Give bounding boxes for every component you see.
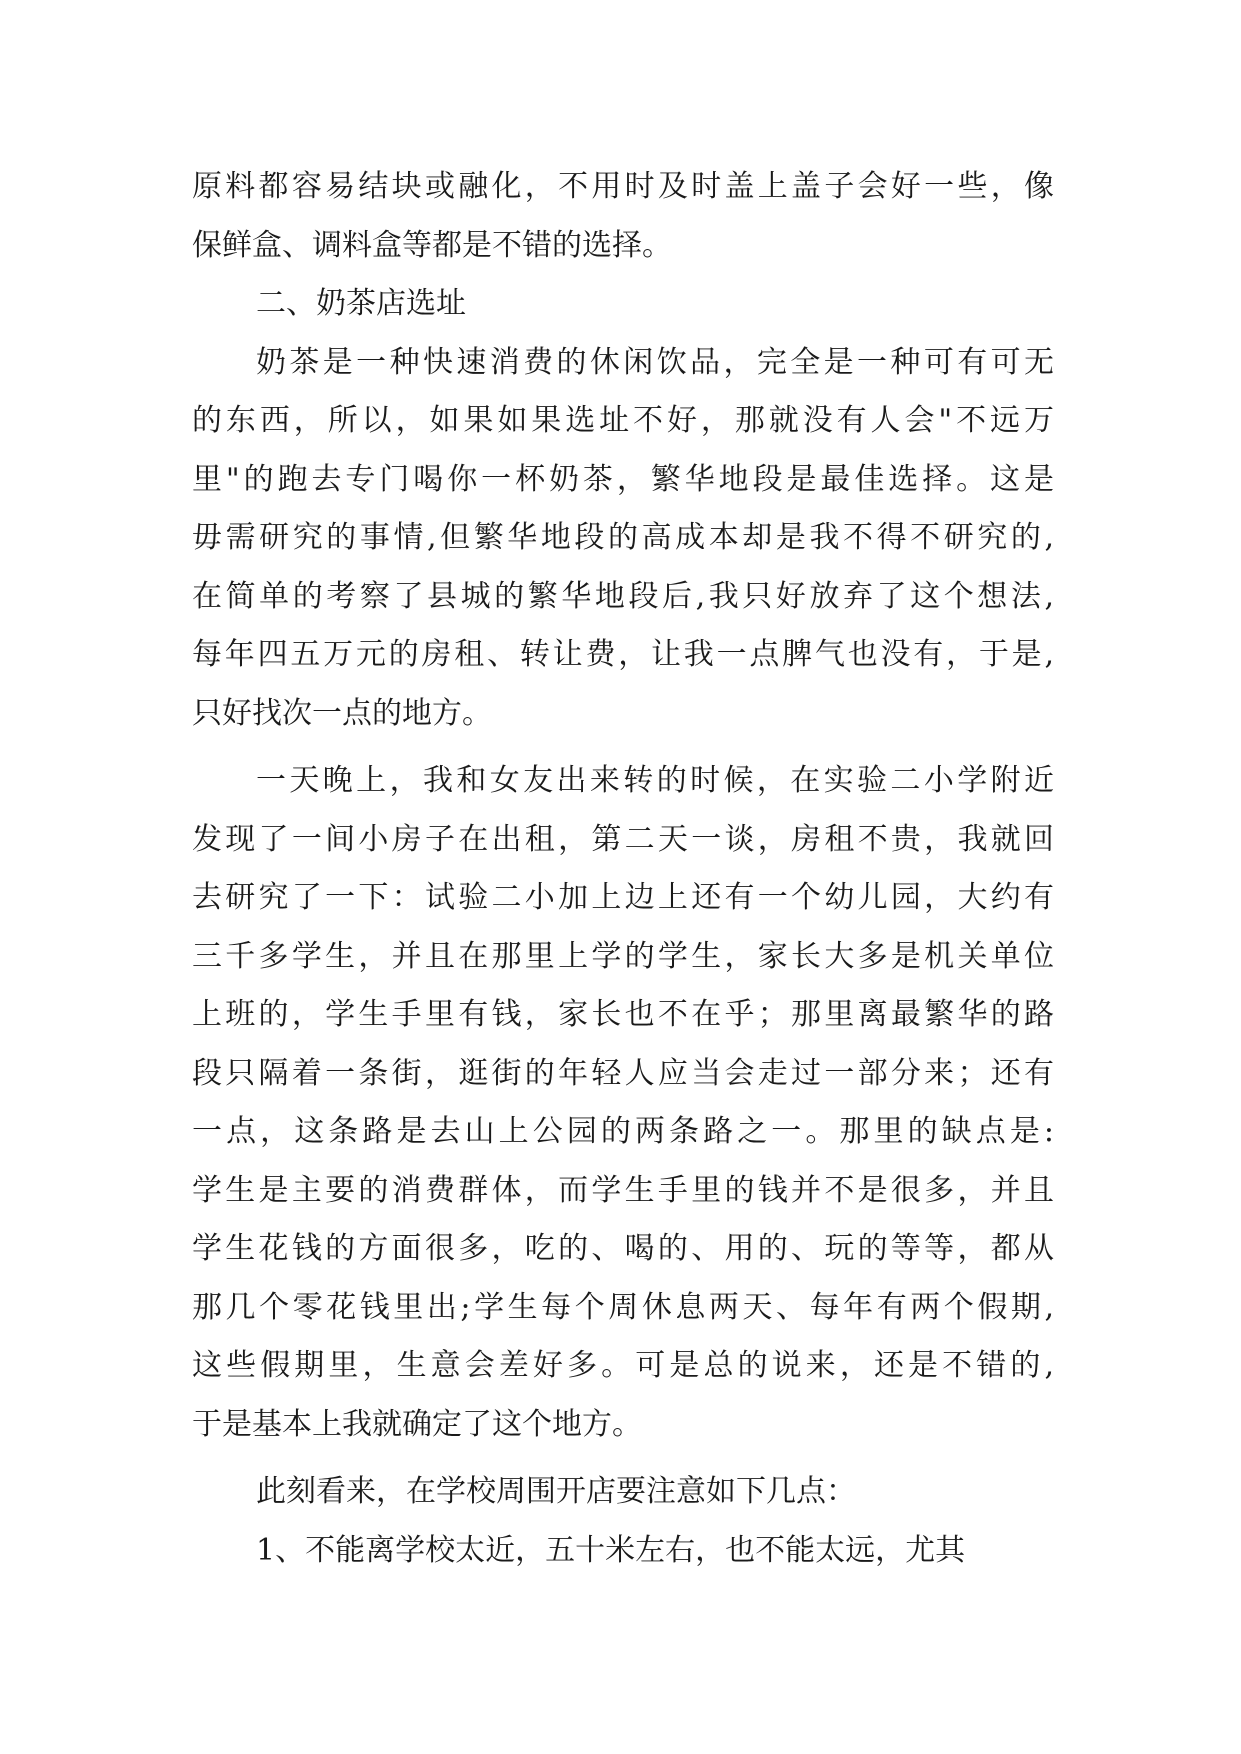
text-line: 去研究了一下：试验二小加上边上还有一个幼儿园，大约有	[192, 880, 1054, 915]
text-line: 每年四五万元的房租、转让费，让我一点脾气也没有，于是,	[192, 637, 1054, 672]
document-body	[192, 158, 1054, 1580]
text-line: 奶茶是一种快速消费的休闲饮品，完全是一种可有可无	[256, 344, 1054, 380]
paragraph-point-1	[192, 1522, 1054, 1581]
text-line: 一天晚上，我和女友出来转的时候，在实验二小学附近	[256, 763, 1054, 798]
text-line: 学生花钱的方面很多，吃的、喝的、用的、玩的等等，都从	[192, 1231, 1054, 1266]
text-line: 里"的跑去专门喝你一杯奶茶，繁华地段是最佳选择。这是	[192, 461, 1054, 497]
text-line: 那几个零花钱里出;学生每个周休息两天、每年有两个假期,	[192, 1289, 1054, 1325]
text-line: 段只隔着一条街，逛街的年轻人应当会走过一部分来；还有	[192, 1055, 1054, 1091]
text-line: 只好找次一点的地方。	[192, 695, 492, 731]
text-line: 发现了一间小房子在出租，第二天一谈，房租不贵，我就回	[192, 821, 1054, 857]
paragraph-section-heading	[192, 275, 1054, 334]
paragraph-gap	[192, 1454, 1054, 1463]
paragraph-notes-intro	[192, 1463, 1054, 1522]
text-line: 保鲜盒、调料盒等都是不错的选择。	[192, 227, 672, 263]
paragraph-location-paragraph	[192, 334, 1054, 744]
text-line: 二、奶茶店选址	[256, 286, 466, 321]
paragraph-story-paragraph	[192, 752, 1054, 1454]
text-line: 学生是主要的消费群体，而学生手里的钱并不是很多，并且	[192, 1172, 1054, 1208]
text-line: 在简单的考察了县城的繁华地段后,我只好放弃了这个想法,	[192, 578, 1054, 614]
text-line: 一点，这条路是去山上公园的两条路之一。那里的缺点是:	[192, 1114, 1054, 1149]
text-line: 上班的，学生手里有钱，家长也不在乎；那里离最繁华的路	[192, 997, 1054, 1032]
text-line: 的东西，所以，如果如果选址不好，那就没有人会"不远万	[192, 403, 1054, 438]
paragraph-gap	[192, 743, 1054, 752]
text-line: 此刻看来，在学校周围开店要注意如下几点：	[256, 1474, 856, 1509]
text-line: 这些假期里，生意会差好多。可是总的说来，还是不错的,	[192, 1348, 1054, 1383]
text-line: 于是基本上我就确定了这个地方。	[192, 1406, 642, 1442]
text-line: 三千多学生，并且在那里上学的学生，家长大多是机关单位	[192, 938, 1054, 974]
paragraph-intro-continuation	[192, 158, 1054, 275]
text-line: 原料都容易结块或融化，不用时及时盖上盖子会好一些，像	[192, 169, 1054, 204]
text-line: 1、不能离学校太近，五十米左右，也不能太远，尤其	[256, 1532, 966, 1568]
text-line: 毋需研究的事情,但繁华地段的高成本却是我不得不研究的,	[192, 520, 1054, 555]
